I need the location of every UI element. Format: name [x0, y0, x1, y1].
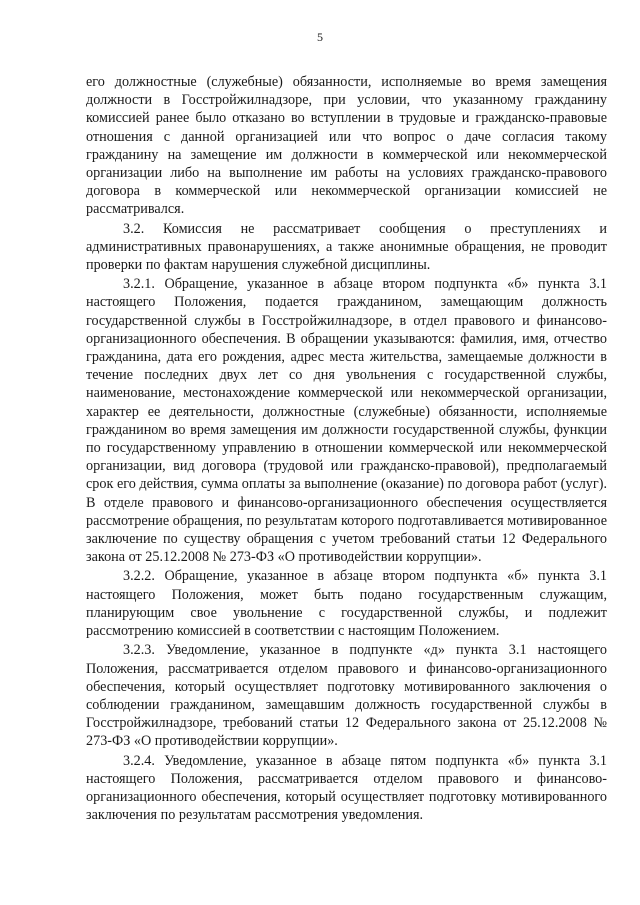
paragraph-3-2-1: 3.2.1. Обращение, указанное в абзаце втором подпункта «б» пункта 3.1 настоящего Положения, подается гражданином, замещающим должность государственной службы в Госстройжилнадзоре, в отдел правового и финансово-организационного обеспечения. В обращении указываются: фамилия, имя, отчество гражданина, дата его рождения, адрес места жительства, замещаемые должности в течение последних двух лет со дня увольнения с государственной службы, наименование, местонахождение коммерческой или некоммерческой организации, характер ее деятельности, должностные (служебные) обязанности, исполняемые гражданином во время замещения им должности государственной службы, функции по государственному управлению в отношении коммерческой или некоммерческой организации, вид договора (трудовой или гражданско-правовой), предполагаемый срок его действия, сумма оплаты за выполнение (оказание) по договора работ (услуг). В отделе правового и финансово-организационного обеспечения осуществляется рассмотрение обращения, по результатам которого подготавливается мотивированное заключение по существу обращения с учетом требований статьи 12 Федерального закона от 25.12.2008 № 273-ФЗ «О противодействии коррупции». — [86, 276, 607, 566]
document-body — [86, 73, 607, 824]
paragraph-3-2: 3.2. Комиссия не рассматривает сообщения о преступлениях и административных правонарушениях, а также анонимные обращения, не проводит проверки по фактам нарушения служебной дисциплины. — [86, 220, 607, 274]
paragraph-continuation: его должностные (служебные) обязанности, исполняемые во время замещения должности в Госстройжилнадзоре, при условии, что указанному гражданину комиссией ранее было отказано во вступлении в трудовые и гражданско-правовые отношения с данной организацией или что вопрос о даче согласия такому гражданину на замещение им должности в коммерческой или некоммерческой организации либо на выполнение им работы на условиях гражданско-правового договора в коммерческой или некоммерческой организации комиссией не рассматривался. — [86, 74, 607, 218]
paragraph-3-2-4: 3.2.4. Уведомление, указанное в абзаце пятом подпункта «б» пункта 3.1 настоящего Положения, рассматривается отделом правового и финансово-организационного обеспечения, который осуществляет подготовку мотивированного заключения по результатам рассмотрения уведомления. — [86, 752, 607, 824]
paragraph-3-2-2: 3.2.2. Обращение, указанное в абзаце втором подпункта «б» пункта 3.1 настоящего Положения, может быть подано государственным служащим, планирующим свое увольнение с государственной службы, и подлежит рассмотрению комиссией в соответствии с настоящим Положением. — [86, 568, 607, 640]
paragraph-3-2-3: 3.2.3. Уведомление, указанное в подпункте «д» пункта 3.1 настоящего Положения, рассматривается отделом правового и финансово-организационного обеспечения, который осуществляет подготовку мотивированного заключения о соблюдении гражданином, замещавшим должность государственной службы в Госстройжилнадзоре, требований статьи 12 Федерального закона от 25.12.2008 № 273-ФЗ «О противодействии коррупции». — [86, 642, 607, 750]
page-number: 5 — [317, 30, 323, 44]
